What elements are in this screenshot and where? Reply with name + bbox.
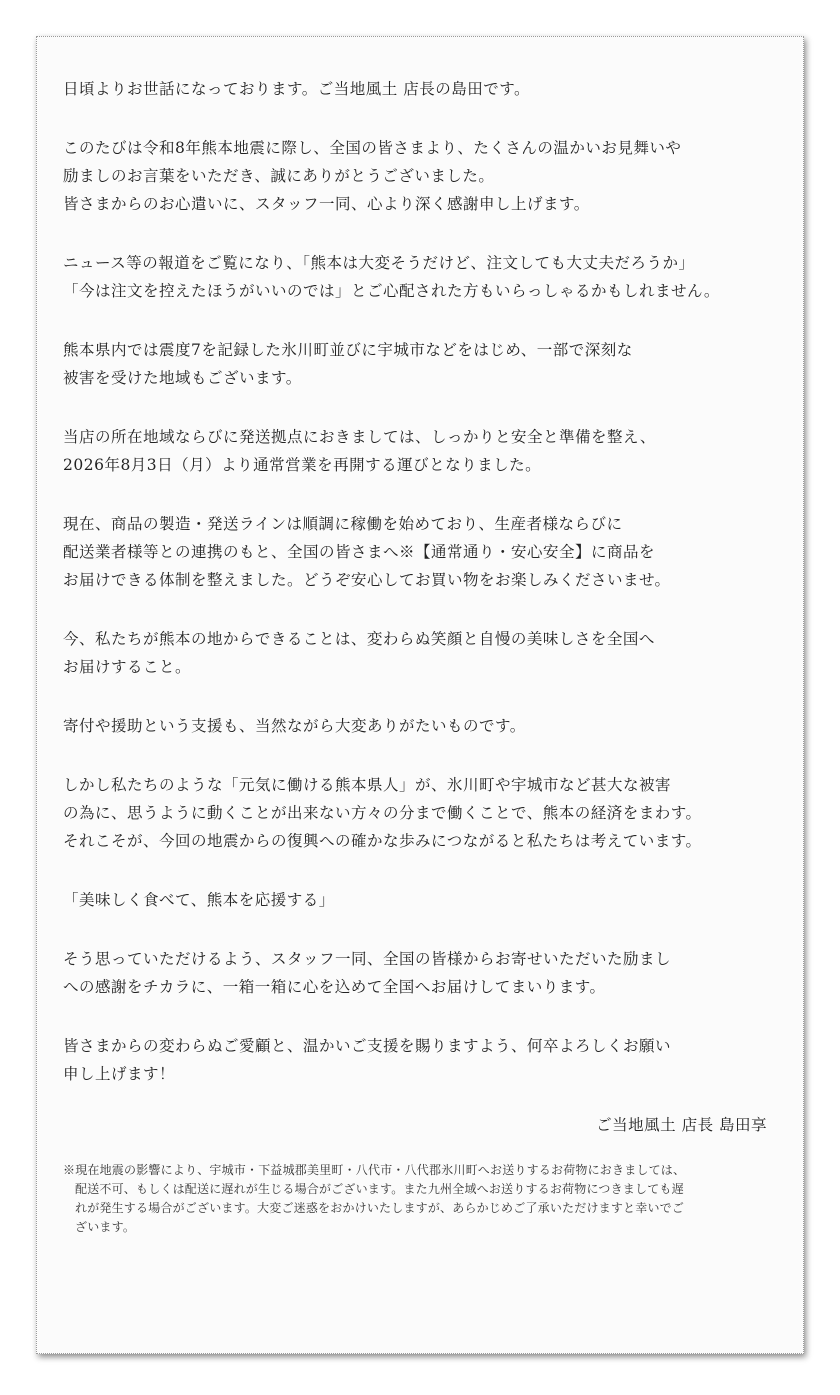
letter-body bbox=[63, 75, 779, 1088]
paragraph-line: このたびは令和8年熊本地震に際し、全国の皆さまより、たくさんの温かいお見舞いや bbox=[63, 139, 682, 157]
paragraph-line: 被害を受けた地域もございます。 bbox=[63, 369, 302, 387]
paragraph-line: 日頃よりお世話になっております。ご当地風土 店長の島田です。 bbox=[63, 80, 530, 98]
letter-paragraph bbox=[63, 945, 779, 1001]
paragraph-line: 皆さまからの変わらぬご愛顧と、温かいご支援を賜りますよう、何卒よろしくお願い bbox=[63, 1037, 672, 1055]
footnote-line: ※現在地震の影響により、宇城市・下益城郡美里町・八代市・八代郡氷川町へお送りするお荷物におきましては、 bbox=[63, 1163, 686, 1177]
paragraph-line: お届けできる体制を整えました。どうぞ安心してお買い物をお楽しみくださいませ。 bbox=[63, 571, 671, 589]
signature: ご当地風土 店長 島田享 bbox=[596, 1116, 767, 1134]
paragraph-line: 申し上げます！ bbox=[63, 1065, 176, 1083]
paragraph-line: の為に、思うように動くことが出来ない方々の分まで働くことで、熊本の経済をまわす。 bbox=[63, 804, 702, 822]
letter-paragraph bbox=[63, 886, 779, 914]
paragraph-line: 現在、商品の製造・発送ラインは順調に稼働を始めており、生産者様ならびに bbox=[63, 515, 623, 533]
paragraph-line: 皆さまからのお心遣いに、スタッフ一同、心より深く感謝申し上げます。 bbox=[63, 195, 590, 213]
letter-paragraph bbox=[63, 249, 779, 305]
paragraph-line: 配送業者様等との連携のもと、全国の皆さまへ※【通常通り・安心安全】に商品を bbox=[63, 543, 656, 561]
letter-paragraph bbox=[63, 423, 779, 479]
letter-paragraph bbox=[63, 1032, 779, 1088]
letter-paragraph bbox=[63, 134, 779, 218]
paragraph-line: 「美味しく食べて、熊本を応援する」 bbox=[63, 891, 335, 909]
paragraph-line: お届けすること。 bbox=[63, 658, 192, 676]
paragraph-line: 今、私たちが熊本の地からできることは、変わらぬ笑顔と自慢の美味しさを全国へ bbox=[63, 630, 655, 648]
paragraph-line: しかし私たちのような「元気に働ける熊本県人」が、氷川町や宇城市など甚大な被害 bbox=[63, 776, 672, 794]
paragraph-line: 寄付や援助という支援も、当然ながら大変ありがたいものです。 bbox=[63, 717, 526, 735]
paragraph-line: そう思っていただけるよう、スタッフ一同、全国の皆様からお寄せいただいた励まし bbox=[63, 950, 672, 968]
paragraph-line: 2026年8月3日（月）より通常営業を再開する運びとなりました。 bbox=[63, 456, 542, 474]
footnote-line: ざいます。 bbox=[75, 1220, 136, 1234]
paragraph-line: それこそが、今回の地震からの復興への確かな歩みにつながると私たちは考えています。 bbox=[63, 832, 702, 850]
paragraph-line: 「今は注文を控えたほうがいいのでは」とご心配された方もいらっしゃるかもしれません。 bbox=[63, 282, 720, 300]
footnote bbox=[63, 1161, 779, 1237]
paragraph-line: ニュース等の報道をご覧になり、「熊本は大変そうだけど、注文しても大丈夫だろうか」 bbox=[63, 254, 695, 272]
letter-paragraph bbox=[63, 771, 779, 855]
letter-paragraph bbox=[63, 712, 779, 740]
letter-card bbox=[36, 36, 804, 1354]
paragraph-line: 励ましのお言葉をいただき、誠にありがとうございました。 bbox=[63, 167, 495, 185]
footnote-line: 配送不可、もしくは配送に遅れが生じる場合がございます。また九州全域へお送りするお荷物につきましても遅 bbox=[75, 1182, 684, 1196]
paragraph-line: 当店の所在地域ならびに発送拠点におきましては、しっかりと安全と準備を整え、 bbox=[63, 428, 656, 446]
letter-paragraph bbox=[63, 625, 779, 681]
paragraph-line: 熊本県内では震度7を記録した氷川町並びに宇城市などをはじめ、一部で深刻な bbox=[63, 341, 633, 359]
letter-paragraph bbox=[63, 75, 779, 103]
paragraph-line: への感謝をチカラに、一箱一箱に心を込めて全国へお届けしてまいります。 bbox=[63, 978, 606, 996]
footnote-line: れが発生する場合がございます。大変ご迷惑をおかけいたしますが、あらかじめご了承いただけますと幸いでご bbox=[75, 1201, 685, 1215]
letter-paragraph bbox=[63, 510, 779, 594]
letter-paragraph bbox=[63, 336, 779, 392]
